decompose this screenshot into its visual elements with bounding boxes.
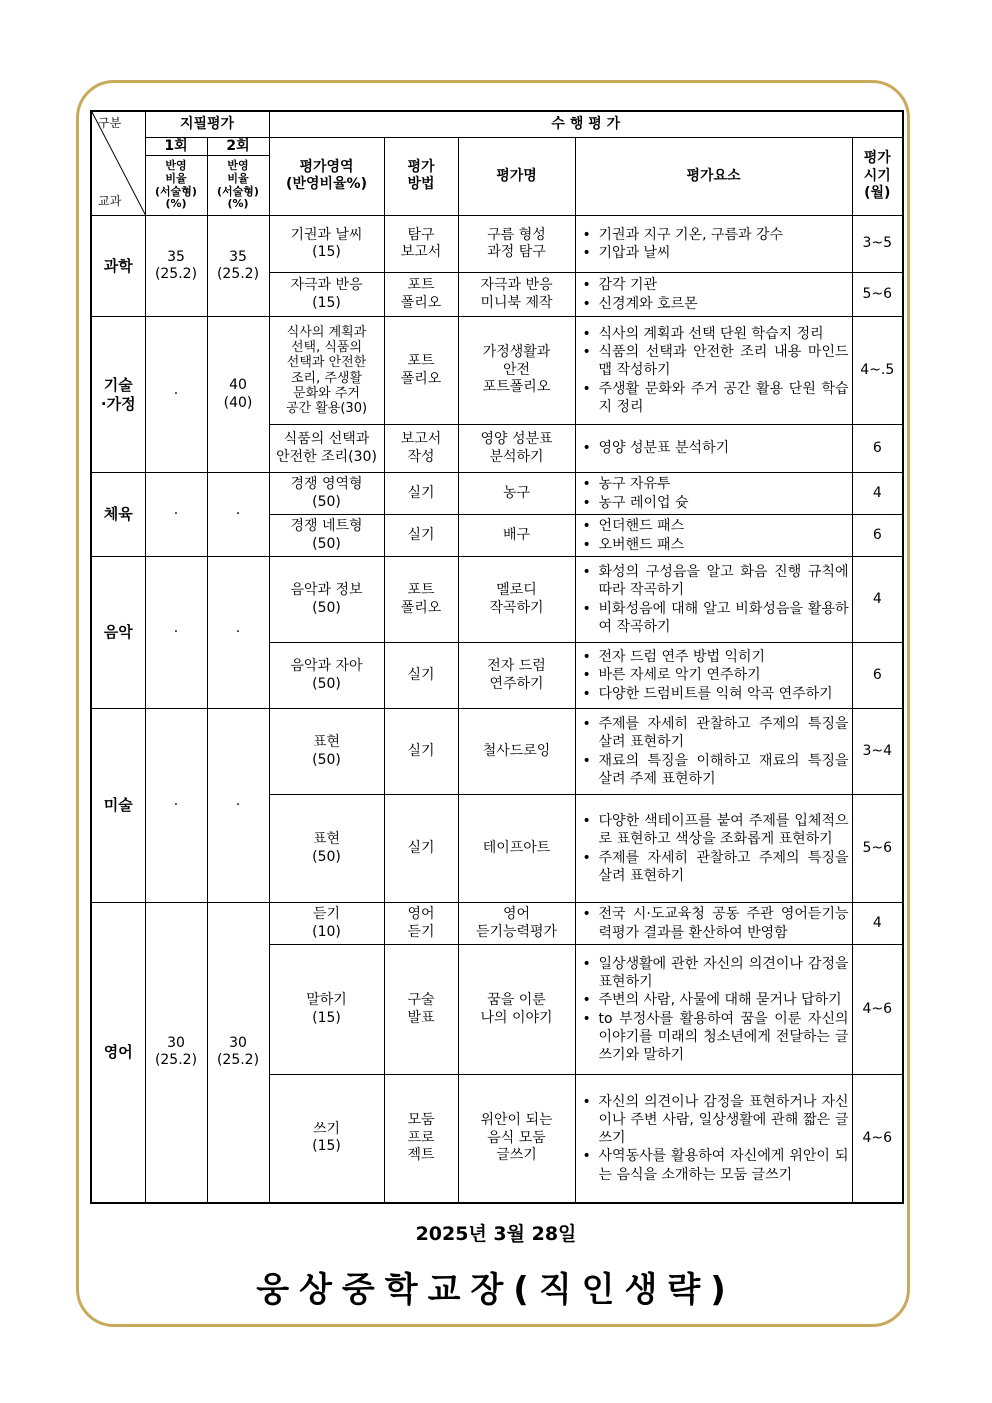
elements-cell — [575, 945, 852, 1075]
subject-name: 과학 — [91, 216, 145, 317]
elements-cell — [575, 216, 852, 273]
round2-ratio: 40 (40) — [207, 317, 269, 473]
area-header: 평가영역 (반영비율%) — [269, 137, 384, 216]
timing-cell: 3~4 — [852, 709, 903, 795]
elements-list — [579, 517, 849, 553]
list-item: • 영양 성분표 분석하기 — [579, 439, 849, 457]
list-item: • 비화성음에 대해 알고 비화성음을 활용하여 작곡하기 — [579, 600, 849, 636]
elements-list — [579, 276, 849, 312]
list-item: • 오버핸드 패스 — [579, 536, 849, 554]
timing-cell: 3~5 — [852, 216, 903, 273]
timing-cell: 6 — [852, 643, 903, 709]
round1-ratio: · — [145, 557, 207, 709]
title-cell: 가정생활과 안전 포트폴리오 — [458, 317, 575, 425]
list-item: • 기권과 지구 기온, 구름과 강수 — [579, 226, 849, 244]
document-date: 2025년 3월 28일 — [415, 1223, 577, 1245]
area-cell: 식사의 계획과 선택, 식품의 선택과 안전한 조리, 주생활 문화와 주거 공간 활용(30) — [269, 317, 384, 425]
timing-cell: 5~6 — [852, 795, 903, 903]
elements-cell — [575, 317, 852, 425]
title-cell: 영양 성분표 분석하기 — [458, 425, 575, 473]
method-cell: 실기 — [384, 473, 458, 515]
round1-header: 1회 — [145, 137, 207, 156]
area-cell: 표현 (50) — [269, 795, 384, 903]
round1-ratio: · — [145, 709, 207, 903]
list-item: • 사역동사를 활용하여 자신에게 위안이 되는 음식을 소개하는 모둠 글쓰기 — [579, 1147, 849, 1183]
timing-cell: 5~6 — [852, 273, 903, 317]
elements-list — [579, 325, 849, 416]
method-cell: 실기 — [384, 795, 458, 903]
elements-list — [579, 226, 849, 262]
timing-cell: 4~6 — [852, 1075, 903, 1203]
list-item: • 언더핸드 패스 — [579, 517, 849, 535]
method-cell: 탐구 보고서 — [384, 216, 458, 273]
table-row — [91, 317, 903, 425]
list-item: • 농구 자유투 — [579, 475, 849, 493]
elements-list — [579, 715, 849, 788]
method-cell: 모둠 프로 젝트 — [384, 1075, 458, 1203]
timing-cell: 6 — [852, 425, 903, 473]
area-cell: 음악과 자아 (50) — [269, 643, 384, 709]
round2-ratio: · — [207, 557, 269, 709]
list-item: • 식사의 계획과 선택 단원 학습지 정리 — [579, 325, 849, 343]
title-cell: 철사드로잉 — [458, 709, 575, 795]
title-cell: 전자 드럼 연주하기 — [458, 643, 575, 709]
timing-cell: 6 — [852, 515, 903, 557]
elements-list — [579, 648, 849, 703]
method-cell: 실기 — [384, 515, 458, 557]
method-cell: 영어 듣기 — [384, 903, 458, 945]
area-cell: 말하기 (15) — [269, 945, 384, 1075]
round2-ratio: 30 (25.2) — [207, 903, 269, 1203]
elements-list — [579, 1093, 849, 1184]
timing-cell: 4~6 — [852, 945, 903, 1075]
area-cell: 경쟁 영역형 (50) — [269, 473, 384, 515]
timing-cell: 4 — [852, 903, 903, 945]
list-item: • 기압과 날씨 — [579, 244, 849, 262]
assessment-plan-table — [90, 110, 904, 1204]
list-item: • 다양한 드럼비트를 익혀 악곡 연주하기 — [579, 685, 849, 703]
list-item: • 주제를 자세히 관찰하고 주제의 특징을 살려 표현하기 — [579, 715, 849, 751]
round2-ratio-header: 반영 비율 (서술형) (%) — [207, 156, 269, 216]
header-corner-cell — [91, 111, 145, 216]
list-item: • 재료의 특징을 이해하고 재료의 특징을 살려 주제 표현하기 — [579, 752, 849, 788]
area-cell: 식품의 선택과 안전한 조리(30) — [269, 425, 384, 473]
area-cell: 경쟁 네트형 (50) — [269, 515, 384, 557]
elements-cell — [575, 643, 852, 709]
list-item: • 화성의 구성음을 알고 화음 진행 규칙에 따라 작곡하기 — [579, 563, 849, 599]
performance-header: 수 행 평 가 — [269, 111, 903, 137]
table-row — [91, 473, 903, 515]
elements-list — [579, 905, 849, 941]
area-cell: 표현 (50) — [269, 709, 384, 795]
title-cell: 배구 — [458, 515, 575, 557]
list-item: • 일상생활에 관한 자신의 의견이나 감정을 표현하기 — [579, 955, 849, 991]
timing-cell: 4 — [852, 473, 903, 515]
elements-cell — [575, 273, 852, 317]
corner-top-label: 구분 — [98, 116, 122, 130]
elements-header: 평가요소 — [575, 137, 852, 216]
name-header: 평가명 — [458, 137, 575, 216]
method-cell: 실기 — [384, 643, 458, 709]
title-cell: 꿈을 이룬 나의 이야기 — [458, 945, 575, 1075]
title-cell: 구름 형성 과정 탐구 — [458, 216, 575, 273]
timing-header: 평가 시기 (월) — [852, 137, 903, 216]
elements-list — [579, 563, 849, 636]
school-seal-line: 웅상중학교장(직인생략) — [256, 1270, 736, 1310]
list-item: • 식품의 선택과 안전한 조리 내용 마인드맵 작성하기 — [579, 343, 849, 379]
list-item: • 바른 자세로 악기 연주하기 — [579, 666, 849, 684]
round1-ratio: · — [145, 473, 207, 557]
elements-cell — [575, 709, 852, 795]
elements-cell — [575, 515, 852, 557]
round2-ratio: · — [207, 709, 269, 903]
table-row — [91, 709, 903, 795]
list-item: • 감각 기관 — [579, 276, 849, 294]
title-cell: 농구 — [458, 473, 575, 515]
round1-ratio: · — [145, 317, 207, 473]
elements-cell — [575, 1075, 852, 1203]
title-cell: 자극과 반응 미니북 제작 — [458, 273, 575, 317]
area-cell: 듣기 (10) — [269, 903, 384, 945]
round2-header: 2회 — [207, 137, 269, 156]
subject-name: 체육 — [91, 473, 145, 557]
list-item: • 자신의 의견이나 감정을 표현하거나 자신이나 주변 사람, 일상생활에 관해 짧은 글쓰기 — [579, 1093, 849, 1148]
title-cell: 영어 듣기능력평가 — [458, 903, 575, 945]
method-cell: 구술 발표 — [384, 945, 458, 1075]
method-cell: 포트 폴리오 — [384, 273, 458, 317]
method-cell: 포트 폴리오 — [384, 557, 458, 643]
round1-ratio: 30 (25.2) — [145, 903, 207, 1203]
corner-bottom-label: 교과 — [98, 194, 122, 208]
round2-ratio: 35 (25.2) — [207, 216, 269, 317]
elements-cell — [575, 473, 852, 515]
subject-name: 미술 — [91, 709, 145, 903]
round2-ratio: · — [207, 473, 269, 557]
list-item: • 전국 시·도교육청 공동 주관 영어듣기능력평가 결과를 환산하여 반영함 — [579, 905, 849, 941]
method-cell: 실기 — [384, 709, 458, 795]
elements-cell — [575, 903, 852, 945]
elements-cell — [575, 795, 852, 903]
list-item: • 신경계와 호르몬 — [579, 295, 849, 313]
subject-name: 기술 ·가정 — [91, 317, 145, 473]
area-cell: 음악과 정보 (50) — [269, 557, 384, 643]
area-cell: 쓰기 (15) — [269, 1075, 384, 1203]
table-row — [91, 216, 903, 273]
title-cell: 테이프아트 — [458, 795, 575, 903]
table-row — [91, 903, 903, 945]
list-item: • 주생활 문화와 주거 공간 활용 단원 학습지 정리 — [579, 380, 849, 416]
elements-list — [579, 955, 849, 1064]
list-item: • to 부정사를 활용하여 꿈을 이룬 자신의 이야기를 미래의 청소년에게 전달하는 글쓰기와 말하기 — [579, 1010, 849, 1065]
subject-name: 음악 — [91, 557, 145, 709]
method-header: 평가 방법 — [384, 137, 458, 216]
title-cell: 위안이 되는 음식 모둠 글쓰기 — [458, 1075, 575, 1203]
title-cell: 멜로디 작곡하기 — [458, 557, 575, 643]
table-row — [91, 557, 903, 643]
list-item: • 전자 드럼 연주 방법 익히기 — [579, 648, 849, 666]
elements-list — [579, 475, 849, 511]
elements-cell — [575, 425, 852, 473]
round1-ratio: 35 (25.2) — [145, 216, 207, 317]
timing-cell: 4 — [852, 557, 903, 643]
timing-cell: 4~.5 — [852, 317, 903, 425]
list-item: • 주제를 자세히 관찰하고 주제의 특징을 살려 표현하기 — [579, 849, 849, 885]
subject-name: 영어 — [91, 903, 145, 1203]
round1-ratio-header: 반영 비율 (서술형) (%) — [145, 156, 207, 216]
area-cell: 자극과 반응 (15) — [269, 273, 384, 317]
elements-cell — [575, 557, 852, 643]
method-cell: 포트 폴리오 — [384, 317, 458, 425]
list-item: • 주변의 사람, 사물에 대해 묻거나 답하기 — [579, 991, 849, 1009]
area-cell: 기권과 날씨 (15) — [269, 216, 384, 273]
method-cell: 보고서 작성 — [384, 425, 458, 473]
elements-list — [579, 439, 849, 457]
list-item: • 농구 레이업 슛 — [579, 494, 849, 512]
written-test-header: 지필평가 — [145, 111, 269, 137]
list-item: • 다양한 색테이프를 붙여 주제를 입체적으로 표현하고 색상을 조화롭게 표현하기 — [579, 812, 849, 848]
elements-list — [579, 812, 849, 885]
